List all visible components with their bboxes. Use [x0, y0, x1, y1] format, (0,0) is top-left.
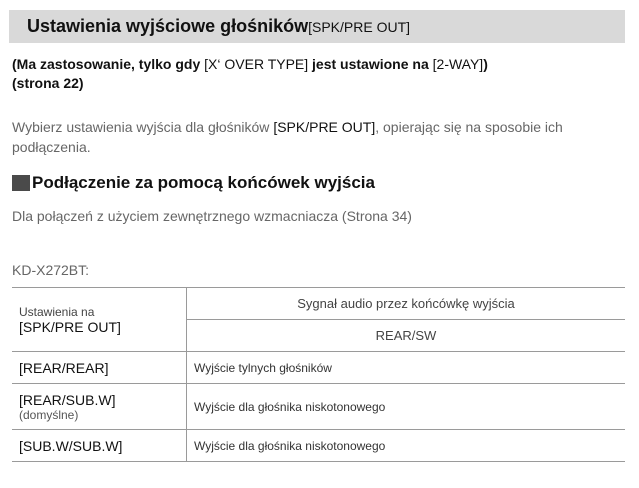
- section-title-bar: [9, 10, 625, 43]
- row-output: Wyjście dla głośnika niskotonowego: [187, 430, 626, 462]
- header-label-line2: [SPK/PRE OUT]: [19, 318, 121, 335]
- condition-code1: [X‘ OVER TYPE]: [204, 56, 309, 72]
- condition-part2: jest ustawione na: [308, 56, 433, 72]
- condition-note: [12, 55, 612, 93]
- header-channel-cell: REAR/SW: [187, 320, 626, 352]
- condition-part1: (Ma zastosowanie, tylko gdy: [12, 56, 205, 72]
- header-signal-cell: Sygnał audio przez końcówkę wyjścia: [187, 288, 626, 320]
- condition-part3: ): [483, 56, 488, 72]
- intro-part1: Wybierz ustawienia wyjścia dla głośników: [12, 119, 274, 135]
- table-row: [12, 430, 625, 462]
- model-label: KD-X272BT:: [12, 262, 90, 278]
- condition-page-ref: (strona 22): [12, 75, 84, 91]
- page-title: Ustawienia wyjściowe głośników: [27, 16, 309, 36]
- table-header-row: [12, 288, 625, 320]
- section-heading-row: [12, 173, 375, 193]
- section-marker-icon: [12, 175, 30, 191]
- row-setting: [12, 384, 187, 430]
- settings-table: [12, 287, 625, 462]
- table-row: [12, 384, 625, 430]
- row-output: Wyjście dla głośnika niskotonowego: [187, 384, 626, 430]
- title-setting-code: [SPK/PRE OUT]: [308, 18, 411, 35]
- table-row: [12, 352, 625, 384]
- row-output: Wyjście tylnych głośników: [187, 352, 626, 384]
- intro-code: [SPK/PRE OUT]: [273, 119, 376, 135]
- intro-paragraph: [12, 117, 622, 157]
- section-subtext: Dla połączeń z użyciem zewnętrznego wzmacniacza (Strona 34): [12, 208, 412, 224]
- header-label-line1: Ustawienia na: [19, 304, 95, 319]
- row-setting-code: [SUB.W/SUB.W]: [19, 437, 123, 454]
- row-setting: [12, 352, 187, 384]
- section-heading: Podłączenie za pomocą końcówek wyjścia: [32, 173, 375, 192]
- row-setting: [12, 430, 187, 462]
- row-setting-code: [REAR/REAR]: [19, 359, 109, 376]
- row-setting-code: [REAR/SUB.W]: [19, 391, 116, 408]
- header-setting-cell: [12, 288, 187, 352]
- condition-code2: [2-WAY]: [432, 56, 484, 72]
- row-default-note: (domyślne): [19, 407, 79, 422]
- intro-part2: , opierając się na sposobie ich podłączenia.: [12, 119, 563, 155]
